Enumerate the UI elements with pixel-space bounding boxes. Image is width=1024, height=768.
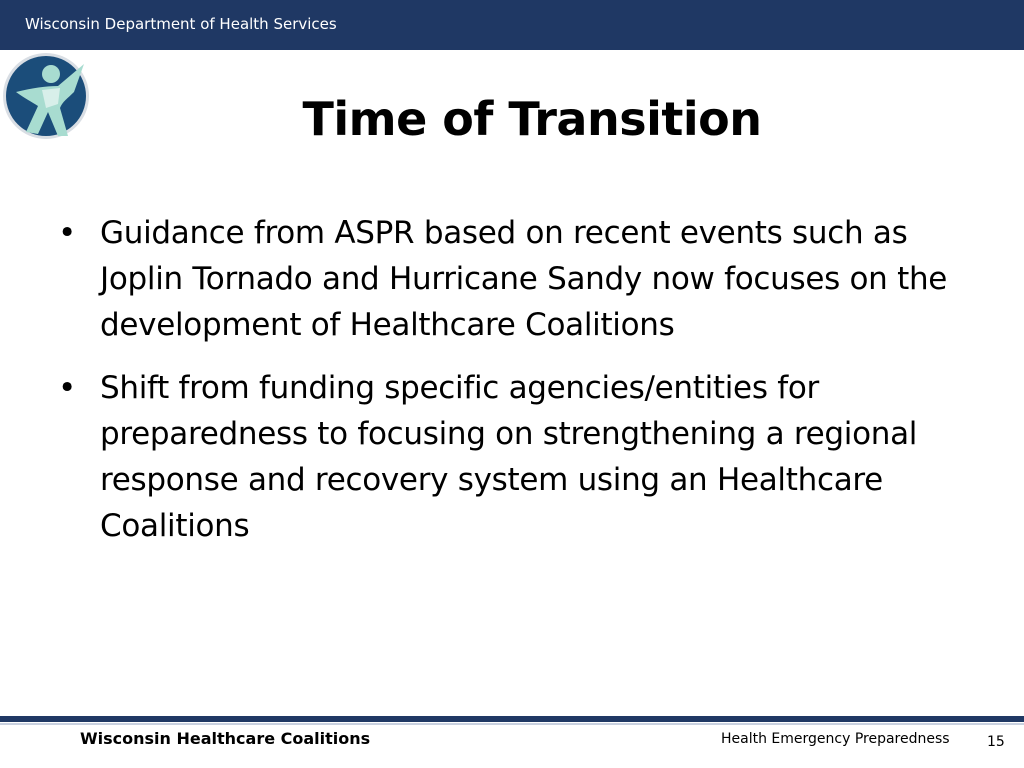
slide-title: Time of Transition: [302, 92, 762, 146]
header-bar: [0, 0, 1024, 50]
bullet-text: Guidance from ASPR based on recent events such as Joplin Tornado and Hurricane Sandy now focuses on the development of Healthcare Coalitions: [100, 215, 948, 343]
bullet-marker: •: [58, 215, 76, 251]
header-organization: Wisconsin Department of Health Services: [25, 15, 337, 33]
dhs-logo-icon: [2, 52, 90, 140]
footer-section-name: Health Emergency Preparedness: [721, 731, 950, 747]
bullet-list: [55, 210, 985, 549]
footer-program-name: Wisconsin Healthcare Coalitions: [80, 729, 371, 748]
bullet-text: Shift from funding specific agencies/entities for preparedness to focusing on strengthening a regional response and recovery system using an Healthcare Coalitions: [100, 370, 918, 544]
bullet-item: [55, 365, 985, 549]
bullet-marker: •: [58, 370, 76, 406]
footer-divider: [0, 716, 1024, 722]
footer-divider-accent: [0, 723, 1024, 725]
page-number: 15: [987, 734, 1005, 750]
bullet-item: [55, 210, 985, 348]
